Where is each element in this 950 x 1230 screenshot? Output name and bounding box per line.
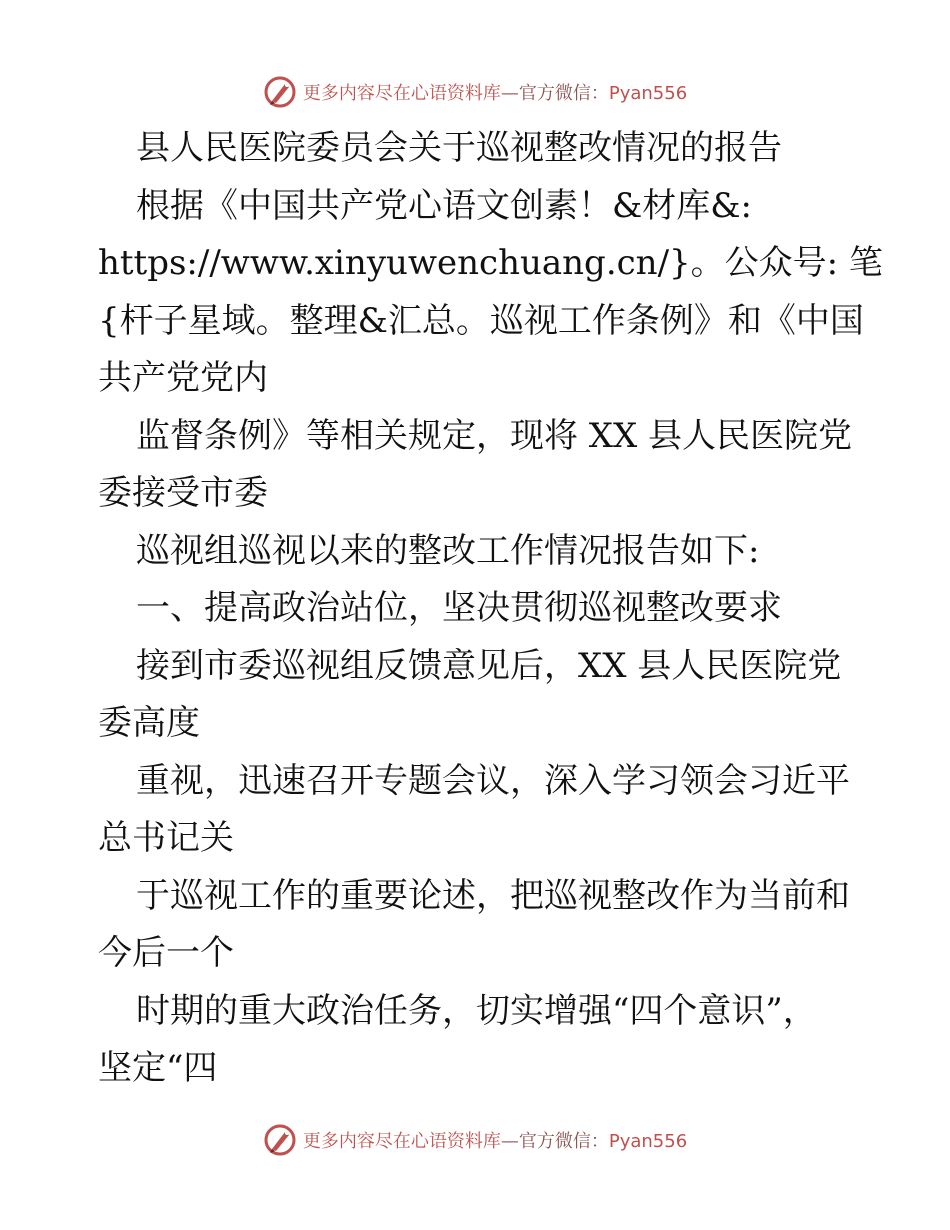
text-line: 于巡视工作的重要论述，把巡视整改作为当前和: [136, 875, 850, 916]
document-title: 县人民医院委员会关于巡视整改情况的报告: [136, 128, 782, 168]
text-line: 时期的重大政治任务，切实增强“四个意识”，: [136, 990, 817, 1031]
text-line: https://www.xinyuwenchuang.cn/}。公众号: 笔: [98, 243, 883, 283]
header-banner: [0, 72, 950, 112]
pen-circle-logo-icon: [263, 1123, 297, 1157]
text-line: {杆子星域。整理&汇总。巡视工作条例》和《中国: [98, 300, 864, 341]
footer-banner: [0, 1120, 950, 1160]
text-line: 共产党党内: [98, 358, 268, 398]
wechat-label: 官方微信：: [518, 83, 609, 104]
text-line: 根据《中国共产党心语文创素！&材库&:: [136, 185, 752, 226]
text-line: 巡视组巡视以来的整改工作情况报告如下:: [136, 530, 760, 571]
banner-separator: —: [500, 1131, 519, 1152]
wechat-label: 官方微信：: [518, 1131, 609, 1152]
banner-text: [303, 1127, 687, 1153]
text-line: 坚定“四: [98, 1048, 218, 1088]
site-name: 更多内容尽在心语资料库: [302, 83, 501, 104]
document-body: [98, 120, 883, 1098]
text-line: 总书记关: [98, 818, 234, 858]
text-line: 委高度: [98, 703, 200, 743]
section-heading: 一、提高政治站位，坚决贯彻巡视整改要求: [136, 588, 782, 628]
text-line: 委接受市委: [98, 473, 268, 513]
banner-separator: —: [500, 83, 519, 104]
text-line: 今后一个: [98, 933, 234, 973]
wechat-id: Pyan556: [608, 1131, 688, 1152]
wechat-id: Pyan556: [608, 83, 688, 104]
banner-text: [303, 79, 687, 105]
pen-circle-logo-icon: [263, 75, 297, 109]
text-line: 重视，迅速召开专题会议，深入学习领会习近平: [136, 760, 850, 801]
site-name: 更多内容尽在心语资料库: [302, 1131, 501, 1152]
text-line: 接到市委巡视组反馈意见后，XX 县人民医院党: [136, 645, 842, 686]
text-line: 监督条例》等相关规定，现将 XX 县人民医院党: [136, 415, 853, 456]
